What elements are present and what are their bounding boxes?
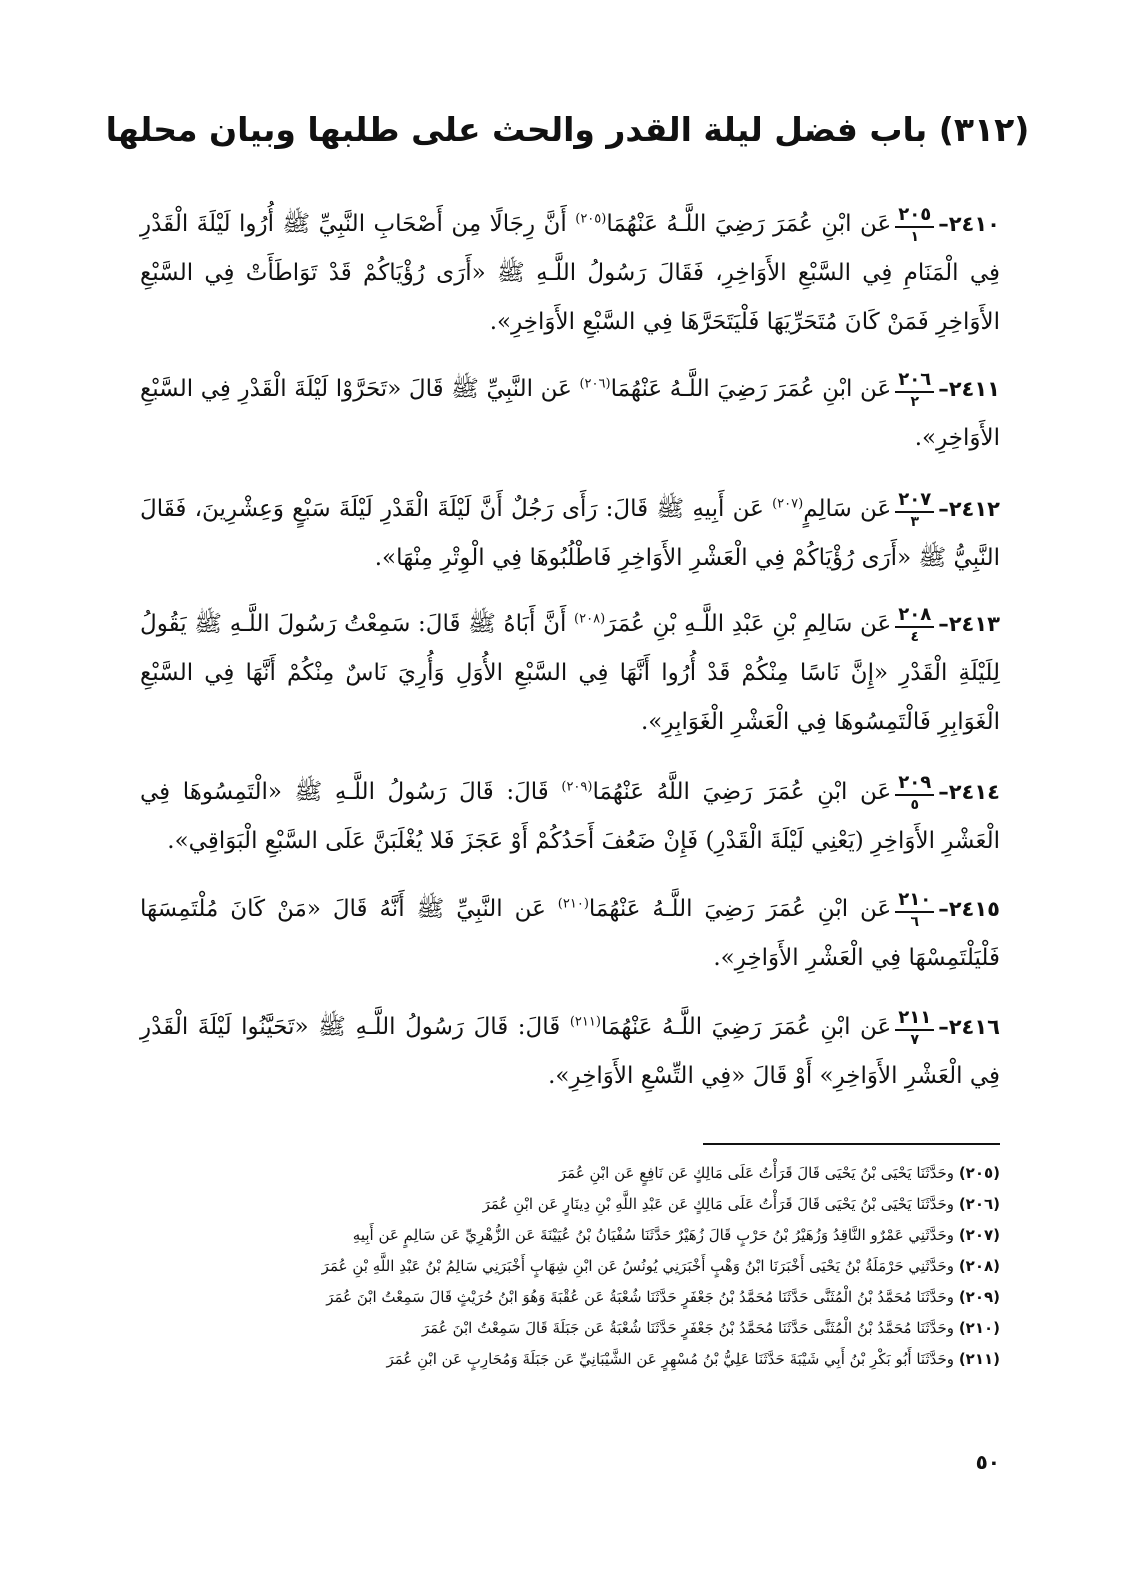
hadith-number: ٢٤١٣– xyxy=(938,612,1001,636)
page-number: ٥٠ xyxy=(975,1450,1000,1474)
hadith-2415 xyxy=(140,885,1000,983)
fraction-bottom: ٤ xyxy=(910,629,920,645)
hadith-text: عَن أَبِيهِ ﷺ قَالَ: رَأَى رَجُلٌ أَنَّ لَيْلَةَ الْقَدْرِ لَيْلَةَ سَبْعٍ وَعِشْرِينَ، فَقَالَ النَّبِيُّ ﷺ «أَرَى رُؤْيَاكُمْ فِي الْعَشْرِ الأَوَاخِرِ فَاطْلُبُوهَا فِي الْوِتْرِ مِنْهَا». xyxy=(140,496,1000,571)
fraction-top: ٢٠٧ xyxy=(895,491,934,513)
fraction-bottom: ٦ xyxy=(910,914,920,930)
hadith-number: ٢٤١٥– xyxy=(938,897,1001,921)
chapter-title: (٣١٢) باب فضل ليلة القدر والحث على طلبها وبيان محلها xyxy=(105,110,1030,149)
fraction-top: ٢٠٩ xyxy=(895,774,934,796)
hadith-text: أَنَّ رِجَالًا مِن أَصْحَابِ النَّبِيِّ ﷺ أُرُوا لَيْلَةَ الْقَدْرِ فِي الْمَنَامِ فِي السَّبْعِ الأَوَاخِرِ، فَقَالَ رَسُولُ اللَّـهِ ﷺ «أَرَى رُؤْيَاكُمْ قَدْ تَوَاطَأَتْ فِي السَّبْعِ الأَوَاخِرِ فَمَنْ كَانَ مُتَحَرِّيَهَا فَلْيَتَحَرَّهَا فِي السَّبْعِ الأَوَاخِرِ». xyxy=(140,211,1000,335)
footnote-number: (٢١٠) xyxy=(958,1319,1000,1337)
hadith-number: ٢٤١١– xyxy=(938,377,1001,401)
hadith-text: عَن سَالِمٍ xyxy=(803,496,892,522)
hadith-text: عَن ابْنِ عُمَرَ رَضِيَ اللَّـهُ عَنْهُمَا xyxy=(588,896,892,922)
hadith-fraction xyxy=(895,606,934,644)
hadith-text: عَن ابْنِ عُمَرَ رَضِيَ اللَّهُ عَنْهُمَا xyxy=(592,779,892,805)
footnote-number: (٢٠٩) xyxy=(958,1288,1000,1306)
footnote-item xyxy=(260,1158,1000,1189)
fraction-top: ٢١٠ xyxy=(895,891,934,913)
footnote-text: وحَدَّثَنِي عَمْرٌو النَّاقِدُ وَزُهَيْرُ بْنُ حَرْبٍ قَالَ زُهَيْرٌ حَدَّثَنَا سُفْيَانُ بْنُ عُيَيْنَةَ عَن الزُّهْرِيِّ عَن سَالِمٍ عَن أَبِيهِ xyxy=(352,1226,955,1244)
footnote-item xyxy=(260,1189,1000,1220)
hadith-2416 xyxy=(140,1003,1000,1101)
hadith-fraction xyxy=(895,1009,934,1047)
hadith-text: أَنَّ أَبَاهُ ﷺ قَالَ: سَمِعْتُ رَسُولَ اللَّـهِ ﷺ يَقُولُ لِلَيْلَةِ الْقَدْرِ «إِنَّ نَاسًا مِنْكُمْ قَدْ أُرُوا أَنَّهَا فِي السَّبْعِ الأُوَلِ وَأُرِيَ نَاسٌ مِنْكُمْ أَنَّهَا فِي السَّبْعِ الْغَوَابِرِ فَالْتَمِسُوهَا فِي الْعَشْرِ الْغَوَابِرِ». xyxy=(140,611,1000,735)
fraction-top: ٢١١ xyxy=(895,1009,934,1031)
footnote-item xyxy=(260,1251,1000,1282)
fraction-top: ٢٠٥ xyxy=(895,206,934,228)
footnote-ref[interactable]: (٢١١) xyxy=(569,1014,601,1030)
footnote-text: وحَدَّثَنِي حَرْمَلَةُ بْنُ يَحْيَى أَخْبَرَنَا ابْنُ وَهْبٍ أَخْبَرَنِي يُونُسُ عَن ابْنِ شِهَابٍ أَخْبَرَنِي سَالِمُ بْنُ عَبْدِ اللَّهِ بْنِ عُمَرَ xyxy=(321,1257,955,1275)
fraction-top: ٢٠٦ xyxy=(895,371,934,393)
footnote-ref[interactable]: (٢١٠) xyxy=(557,896,589,912)
hadith-fraction xyxy=(895,491,934,529)
footnote-text: وحَدَّثَنَا يَحْيَى بْنُ يَحْيَى قَالَ قَرَأْتُ عَلَى مَالِكٍ عَن عَبْدِ اللَّهِ بْنِ دِينَارٍ عَن ابْنِ عُمَرَ xyxy=(482,1195,955,1213)
footnote-divider xyxy=(703,1143,1000,1145)
hadith-text: قَالَ: قَالَ رَسُولُ اللَّـهِ ﷺ «تَحَيَّنُوا لَيْلَةَ الْقَدْرِ فِي الْعَشْرِ الأَوَاخِرِ» أَوْ قَالَ «فِي التِّسْعِ الأَوَاخِرِ». xyxy=(140,1014,1000,1089)
hadith-text: عَن ابْنِ عُمَرَ رَضِيَ اللَّـهُ عَنْهُمَا xyxy=(600,1014,892,1040)
footnote-item xyxy=(260,1220,1000,1251)
fraction-bottom: ٢ xyxy=(910,394,920,410)
footnote-item xyxy=(260,1313,1000,1344)
hadith-fraction xyxy=(895,206,934,244)
footnote-text: وحَدَّثَنَا أَبُو بَكْرِ بْنُ أَبِي شَيْبَةَ حَدَّثَنَا عَلِيُّ بْنُ مُسْهِرٍ عَن الشَّيْبَانِيِّ عَن جَبَلَةَ وَمُحَارِبٍ عَن ابْنِ عُمَرَ xyxy=(386,1350,955,1368)
fraction-bottom: ٣ xyxy=(910,514,919,530)
hadith-number: ٢٤١٤– xyxy=(938,780,1000,804)
hadith-2410 xyxy=(140,200,1000,347)
footnote-item xyxy=(260,1282,1000,1313)
hadith-fraction xyxy=(895,891,934,929)
fraction-bottom: ١ xyxy=(910,229,920,245)
footnote-number: (٢٠٨) xyxy=(958,1257,1000,1275)
hadith-fraction xyxy=(895,371,934,409)
footnote-ref[interactable]: (٢٠٧) xyxy=(772,496,804,512)
fraction-bottom: ٥ xyxy=(910,797,920,813)
hadith-2412 xyxy=(140,485,1000,583)
hadith-text: عَن ابْنِ عُمَرَ رَضِيَ اللَّـهُ عَنْهُمَا xyxy=(610,376,892,402)
hadith-fraction xyxy=(895,774,934,812)
footnote-text: وحَدَّثَنَا يَحْيَى بْنُ يَحْيَى قَالَ قَرَأْتُ عَلَى مَالِكٍ عَن نَافِعٍ عَن ابْنِ عُمَرَ xyxy=(558,1164,955,1182)
hadith-text: عَن النَّبِيِّ ﷺ قَالَ «تَحَرَّوْا لَيْلَةَ الْقَدْرِ فِي السَّبْعِ الأَوَاخِرِ». xyxy=(140,376,1000,451)
hadith-2411 xyxy=(140,365,1000,463)
footnotes xyxy=(260,1158,1000,1375)
footnote-number: (٢١١) xyxy=(958,1350,1000,1368)
hadith-text: عَن سَالِمِ بْنِ عَبْدِ اللَّـهِ بْنِ عُمَرَ xyxy=(605,611,892,637)
fraction-bottom: ٧ xyxy=(910,1032,920,1048)
footnote-text: وحَدَّثَنَا مُحَمَّدُ بْنُ الْمُثَنَّى حَدَّثَنَا مُحَمَّدُ بْنُ جَعْفَرٍ حَدَّثَنَا شُعْبَةُ عَن جَبَلَةَ قَالَ سَمِعْتُ ابْنَ عُمَرَ xyxy=(421,1319,955,1337)
hadith-number: ٢٤١٠– xyxy=(938,212,1000,236)
footnote-text: وحَدَّثَنَا مُحَمَّدُ بْنُ الْمُثَنَّى حَدَّثَنَا مُحَمَّدُ بْنُ جَعْفَرٍ حَدَّثَنَا شُعْبَةُ عَن عُقْبَةَ وَهُوَ ابْنُ حُرَيْثٍ قَالَ سَمِعْتُ ابْنَ عُمَرَ xyxy=(326,1288,955,1306)
hadith-2414 xyxy=(140,768,1000,866)
hadith-number: ٢٤١٢– xyxy=(938,497,1000,521)
footnote-ref[interactable]: (٢٠٨) xyxy=(574,611,606,627)
footnote-ref[interactable]: (٢٠٩) xyxy=(561,779,593,795)
footnote-ref[interactable]: (٢٠٥) xyxy=(575,211,607,227)
hadith-text: عَن النَّبِيِّ ﷺ أَنَّهُ قَالَ «مَنْ كَانَ مُلْتَمِسَهَا فَلْيَلْتَمِسْهَا فِي الْعَشْرِ الأَوَاخِرِ». xyxy=(140,896,1000,971)
hadith-number: ٢٤١٦– xyxy=(938,1015,1000,1039)
footnote-number: (٢٠٧) xyxy=(958,1226,1000,1244)
footnote-item xyxy=(260,1344,1000,1375)
fraction-top: ٢٠٨ xyxy=(895,606,934,628)
hadith-2413 xyxy=(140,600,1000,747)
hadith-text: عَن ابْنِ عُمَرَ رَضِيَ اللَّـهُ عَنْهُمَا xyxy=(606,211,892,237)
footnote-number: (٢٠٥) xyxy=(958,1164,1000,1182)
footnote-ref[interactable]: (٢٠٦) xyxy=(579,376,611,392)
hadith-text: قَالَ: قَالَ رَسُولُ اللَّـهِ ﷺ «الْتَمِسُوهَا فِي الْعَشْرِ الأَوَاخِرِ (يَعْنِي لَيْلَةَ الْقَدْرِ) فَإِنْ ضَعُفَ أَحَدُكُمْ أَوْ عَجَزَ فَلا يُغْلَبَنَّ عَلَى السَّبْعِ الْبَوَاقِي». xyxy=(140,779,1000,854)
footnote-number: (٢٠٦) xyxy=(958,1195,1000,1213)
